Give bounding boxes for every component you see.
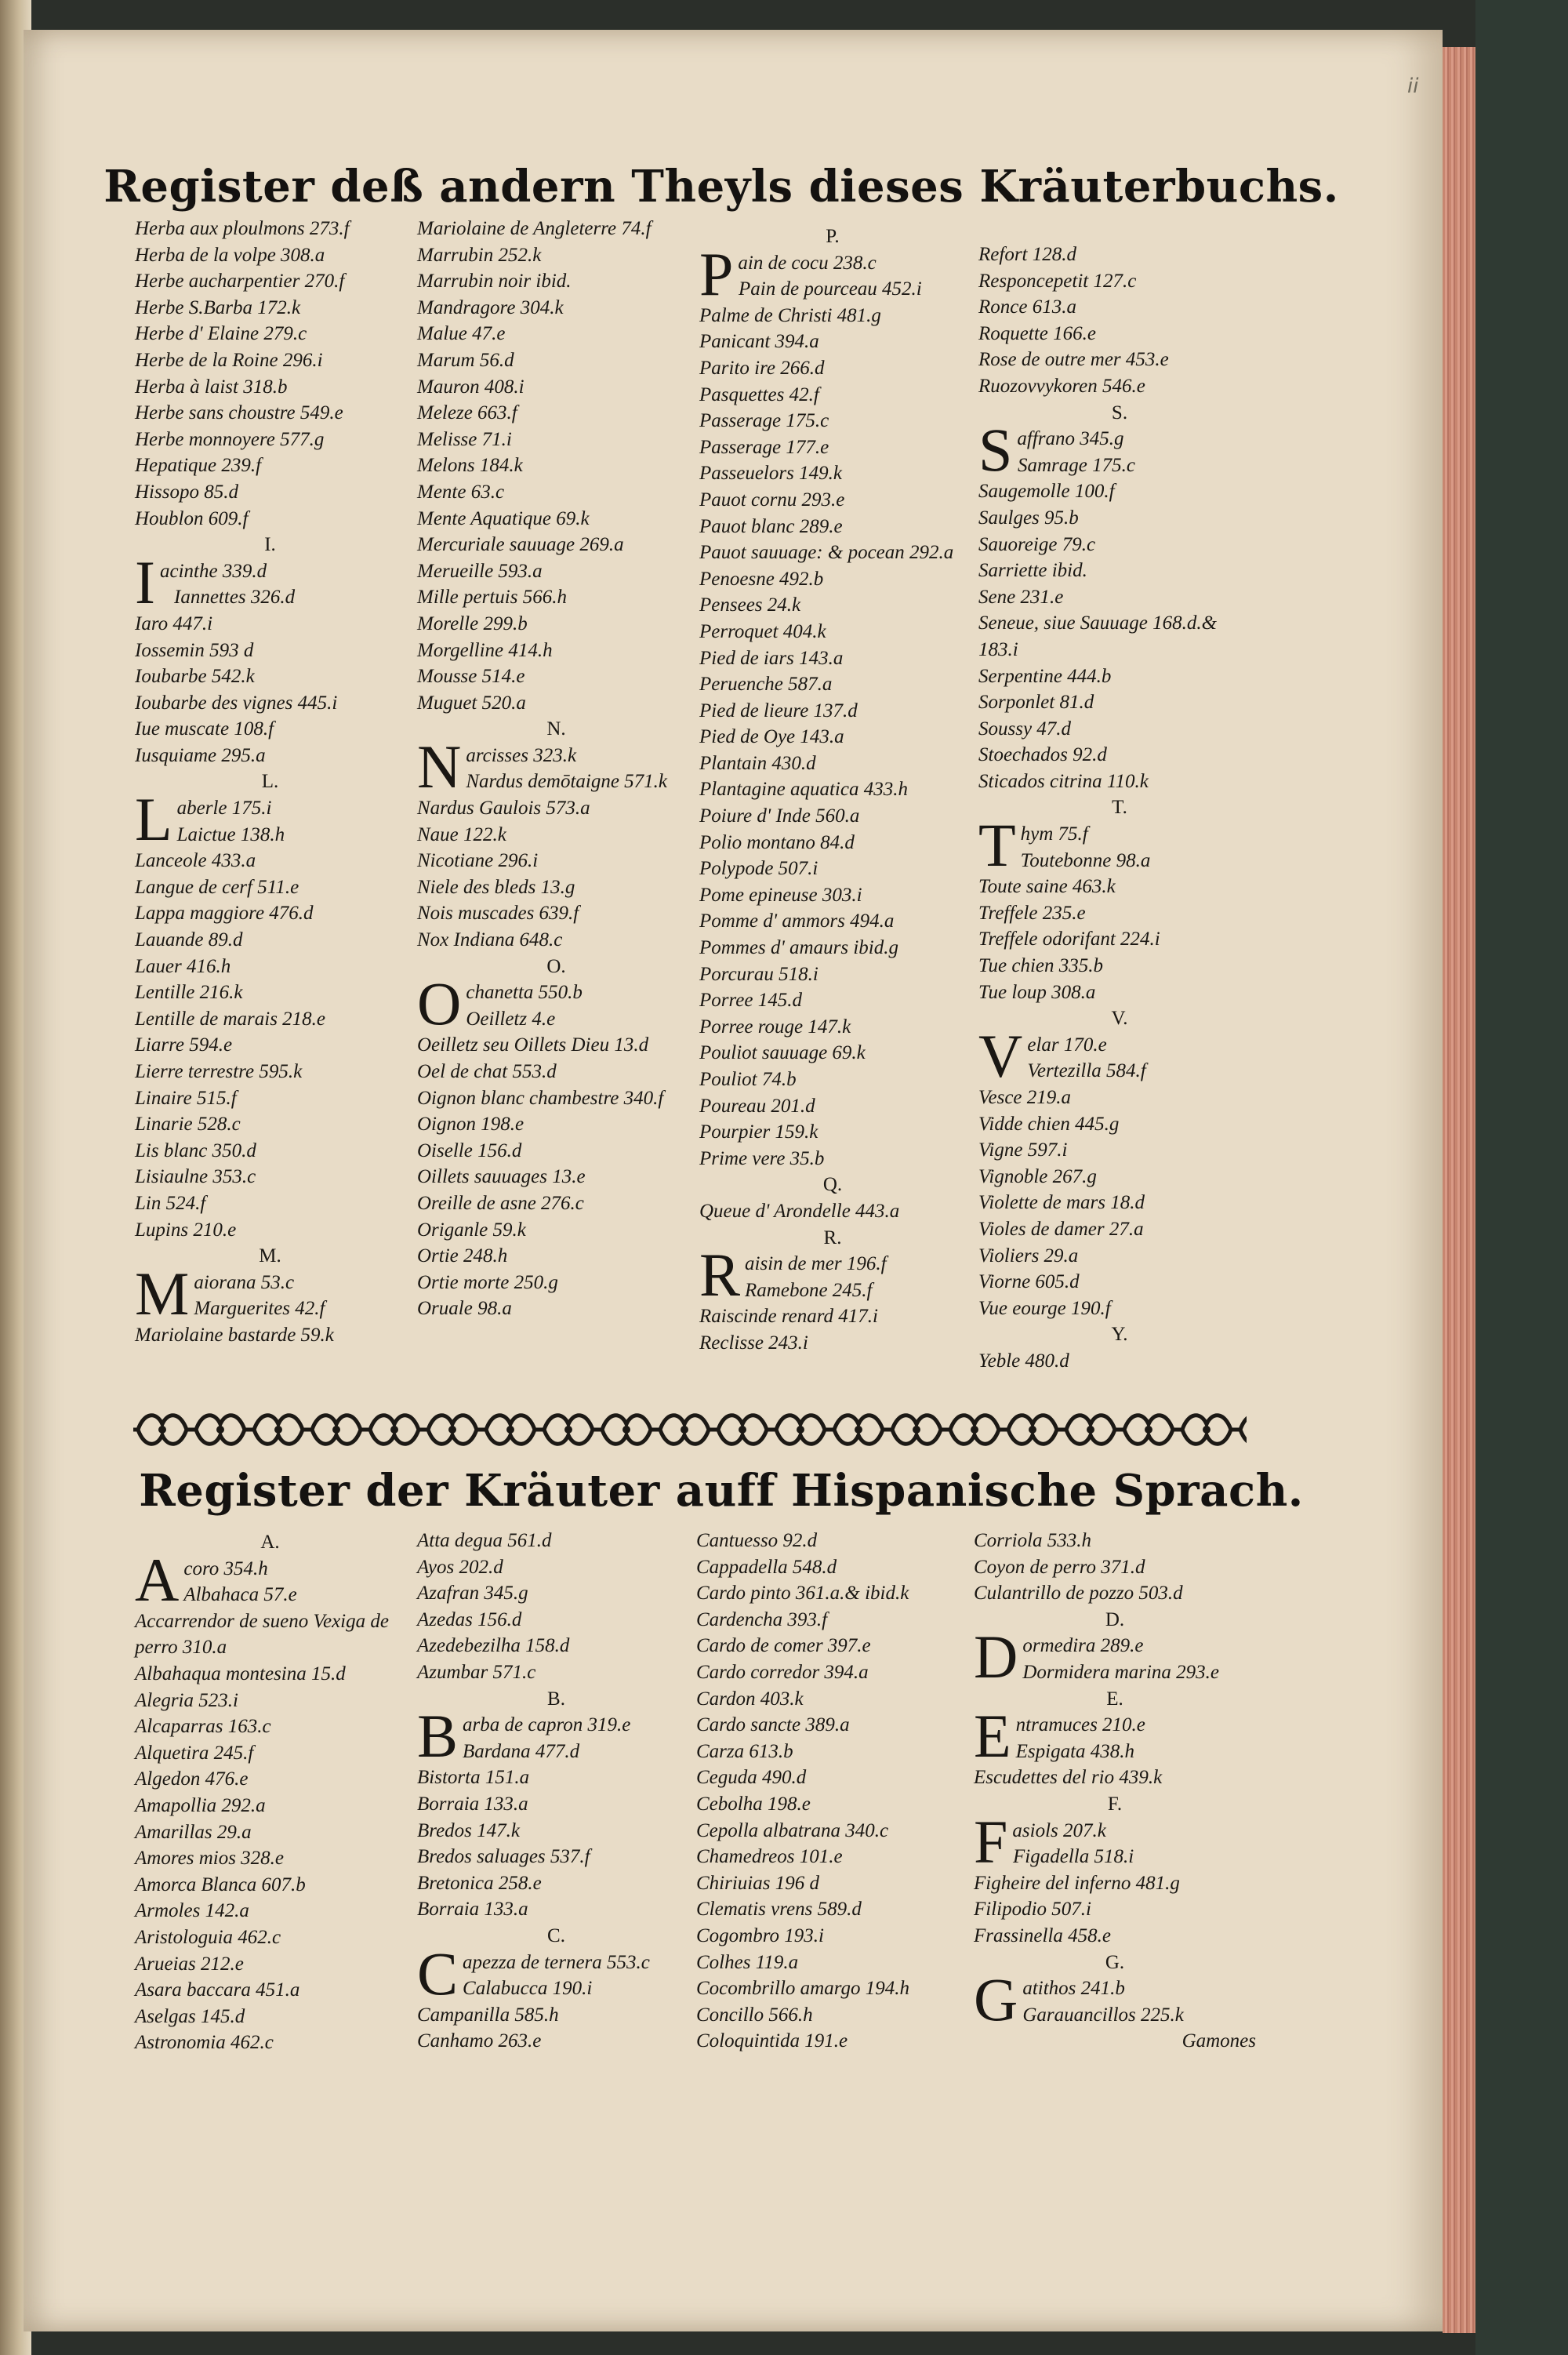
index-entry: Vidde chien 445.g (978, 1113, 1120, 1135)
index-entry: Meleze 663.f (417, 402, 517, 424)
index-entry: Toutebonne 98.a (1020, 849, 1151, 871)
letter-section-marker: Y. (1111, 1324, 1128, 1346)
index-entry: Vigne 597.i (978, 1139, 1068, 1161)
index-entry-initial: Dormedira 289.e (974, 1623, 1144, 1692)
index-entry-initial: Fasiols 207.k (974, 1807, 1106, 1876)
letter-section-marker: M. (259, 1245, 281, 1267)
index-entry: Astronomia 462.c (135, 2032, 274, 2054)
index-entry: Amorca Blanca 607.b (135, 1873, 306, 1895)
index-entry: Sorponlet 81.d (978, 692, 1094, 714)
index-entry: Carza 613.b (696, 1740, 793, 1762)
index-entry-initial: Barba de capron 319.e (417, 1702, 631, 1771)
index-entry: Bredos 147.k (417, 1819, 520, 1841)
letter-section-marker: R. (823, 1227, 842, 1248)
index-entry: Vignoble 267.g (978, 1165, 1097, 1187)
index-entry: Plantain 430.d (699, 752, 816, 774)
index-entry: Herba à laist 318.b (135, 376, 288, 398)
letter-section-marker: D. (1105, 1608, 1125, 1630)
index-entry: Palme de Christi 481.g (699, 304, 881, 326)
letter-section-marker: B. (547, 1688, 565, 1710)
index-entry: Langue de cerf 511.e (135, 876, 299, 898)
letter-section-marker: I. (264, 534, 276, 556)
index-entry: Ioubarbe des vignes 445.i (135, 692, 338, 714)
index-entry-initial: Capezza de ternera 553.c (417, 1939, 650, 2008)
index-entry: Cebolha 198.e (696, 1793, 811, 1815)
index-entry: Ioubarbe 542.k (135, 666, 255, 688)
index-entry: Alquetira 245.f (135, 1742, 254, 1764)
index-entry: Iossemin 593 d (135, 639, 254, 661)
index-entry: Cantuesso 92.d (696, 1530, 818, 1551)
index-entry: Muguet 520.a (417, 692, 526, 714)
index-entry: Saugemolle 100.f (978, 481, 1115, 503)
index-entry: Tue loup 308.a (978, 981, 1096, 1003)
index-entry: Clematis vrens 589.d (696, 1899, 862, 1921)
index-entry: Violes de damer 27.a (978, 1218, 1144, 1240)
index-entry: Pome epineuse 303.i (699, 884, 862, 906)
index-entry: Lauer 416.h (135, 955, 231, 977)
index-entry: Nardus Gaulois 573.a (417, 798, 590, 820)
index-entry: Pain de pourceau 452.i (739, 278, 922, 300)
index-entry: Peruenche 587.a (699, 674, 833, 696)
letter-section-marker: A. (260, 1532, 280, 1553)
index-entry: Hepatique 239.f (135, 455, 262, 477)
index-entry: Hissopo 85.d (135, 481, 238, 503)
index-entry: Cardencha 393.f (696, 1608, 828, 1630)
index-entry: Malue 47.e (417, 323, 506, 345)
page-edges (1443, 47, 1475, 2333)
index-entry: Marrubin noir ibid. (417, 271, 572, 293)
index-entry: Ortie 248.h (417, 1245, 508, 1267)
index-entry: Plantagine aquatica 433.h (699, 779, 908, 801)
index-entry: Laictue 138.h (176, 823, 285, 845)
index-entry: Houblon 609.f (135, 507, 249, 529)
index-entry: Pauot sauuage: & pocean 292.a (699, 542, 954, 564)
index-entry: Oignon 198.e (417, 1114, 524, 1136)
index-entry: Herbe d' Elaine 279.c (135, 323, 307, 345)
letter-section-marker: C. (547, 1924, 565, 1946)
index-entry: Albahaqua montesina 15.d (135, 1663, 346, 1684)
book-cover (1475, 0, 1568, 2355)
index-entry: Sarriette ibid. (978, 560, 1087, 582)
index-entry: Responcepetit 127.c (978, 270, 1137, 292)
index-entry: Marum 56.d (417, 349, 514, 371)
index-entry: Herbe aucharpentier 270.f (135, 271, 345, 293)
index-entry: Nois muscades 639.f (417, 903, 579, 925)
index-entry: Bretonica 258.e (417, 1872, 542, 1894)
index-entry: Algedon 476.e (135, 1768, 249, 1790)
letter-section-marker: P. (826, 226, 840, 247)
index-entry: Sene 231.e (978, 586, 1064, 608)
index-entry: Pouliot sauuage 69.k (699, 1042, 866, 1064)
letter-section-marker: E. (1106, 1688, 1123, 1710)
ornamental-border (133, 1405, 1247, 1454)
index-entry: Pied de Oye 143.a (699, 726, 844, 748)
index-entry: Porree rouge 147.k (699, 1016, 851, 1038)
index-entry: Linarie 528.c (135, 1114, 241, 1136)
letter-section-marker: Q. (822, 1174, 843, 1196)
index-entry: Bistorta 151.a (417, 1767, 530, 1789)
index-entry: Cardo corredor 394.a (696, 1661, 869, 1683)
index-entry: Mente Aquatique 69.k (417, 507, 590, 529)
index-entry: Borraia 133.a (417, 1793, 528, 1815)
index-entry: Vertezilla 584.f (1027, 1060, 1146, 1082)
index-entry: Treffele 235.e (978, 902, 1086, 924)
section2-column-3 (696, 1528, 971, 2055)
index-entry: Origanle 59.k (417, 1219, 526, 1241)
index-entry: Mariolaine de Angleterre 74.f (417, 218, 652, 239)
index-entry: Tue chien 335.b (978, 955, 1104, 977)
index-entry: Samrage 175.c (1018, 454, 1135, 476)
index-entry: Mandragore 304.k (417, 296, 564, 318)
index-entry: Dormidera marina 293.e (1022, 1661, 1220, 1683)
section1-column-2 (417, 216, 695, 1322)
index-entry-initial: Saffrano 345.g (978, 416, 1124, 485)
index-entry: Mercuriale sauuage 269.a (417, 534, 624, 556)
index-entry: Arueias 212.e (135, 1953, 244, 1975)
index-entry-initial: Iacinthe 339.d (135, 547, 267, 616)
index-entry: Coloquintida 191.e (696, 2030, 848, 2052)
index-entry: Pauot cornu 293.e (699, 489, 845, 511)
index-entry: Stoechados 92.d (978, 744, 1107, 766)
index-entry: Refort 128.d (978, 244, 1076, 265)
index-entry: Mente 63.c (417, 481, 505, 503)
index-entry: Pommes d' amaurs ibid.g (699, 937, 898, 959)
index-entry: Cardo de comer 397.e (696, 1635, 871, 1657)
index-entry: Pourpier 159.k (699, 1121, 818, 1143)
index-entry: Atta degua 561.d (417, 1530, 552, 1551)
index-entry: Violiers 29.a (978, 1245, 1079, 1267)
index-entry: Toute saine 463.k (978, 876, 1116, 898)
section2-column-4 (974, 1528, 1256, 2055)
index-entry: Vue eourge 190.f (978, 1297, 1111, 1319)
index-entry: Oreille de asne 276.c (417, 1192, 584, 1214)
index-entry: Passerage 175.c (699, 410, 829, 432)
index-entry: Iannettes 326.d (174, 587, 296, 609)
index-entry: Vesce 219.a (978, 1087, 1072, 1108)
index-entry-initial: Maiorana 53.c (135, 1259, 295, 1328)
index-entry: Passerage 177.e (699, 436, 829, 458)
section1-column-4 (978, 242, 1261, 1375)
index-entry: Rose de outre mer 453.e (978, 349, 1169, 371)
index-entry: Armoles 142.a (135, 1900, 249, 1922)
index-entry: Oiselle 156.d (417, 1139, 522, 1161)
index-entry: Liarre 594.e (135, 1034, 233, 1056)
index-entry: Canhamo 263.e (417, 2030, 542, 2052)
index-entry: Yeble 480.d (978, 1350, 1069, 1372)
index-entry: Campanilla 585.h (417, 2004, 559, 2026)
index-entry: Ayos 202.d (417, 1556, 503, 1578)
letter-section-marker: N. (546, 718, 566, 740)
index-entry: Cardo pinto 361.a.& ibid.k (696, 1583, 909, 1605)
index-entry: Mauron 408.i (417, 376, 524, 398)
index-entry: Lentille 216.k (135, 982, 243, 1004)
index-entry: Figadella 518.i (1013, 1846, 1134, 1868)
index-entry: Lis blanc 350.d (135, 1139, 256, 1161)
index-entry: Niele des bleds 13.g (417, 876, 575, 898)
index-entry: Porcurau 518.i (699, 963, 818, 985)
index-entry: Filipodio 507.i (974, 1899, 1091, 1921)
index-entry: Sauoreige 79.c (978, 533, 1096, 555)
index-entry: Azedas 156.d (417, 1608, 522, 1630)
index-entry: Marguerites 42.f (194, 1298, 325, 1320)
index-entry: Culantrillo de pozzo 503.d (974, 1583, 1183, 1605)
index-entry: Poureau 201.d (699, 1095, 815, 1117)
index-entry: Raiscinde renard 417.i (699, 1306, 878, 1328)
index-entry: Oillets sauuages 13.e (417, 1166, 586, 1188)
index-entry: Ronce 613.a (978, 296, 1076, 318)
index-entry-initial: Laberle 175.i (135, 785, 272, 854)
section1-column-3 (699, 224, 966, 1357)
index-entry: Morgelline 414.h (417, 639, 553, 661)
index-entry-initial: Narcisses 323.k (417, 732, 577, 801)
index-entry: Roquette 166.e (978, 322, 1096, 344)
index-entry: Lentille de marais 218.e (135, 1008, 326, 1030)
index-entry: Aselgas 145.d (135, 2005, 245, 2027)
register-heading-2: Register der Kräuter auff Hispanische Sprach. (139, 1465, 1304, 1517)
index-entry-initial: Thym 75.f (978, 811, 1088, 880)
index-entry: Treffele odorifant 224.i (978, 929, 1160, 950)
index-entry: Serpentine 444.b (978, 665, 1112, 687)
index-entry: Merueille 593.a (417, 560, 543, 582)
index-entry: Espigata 438.h (1015, 1740, 1135, 1762)
index-entry: Borraia 133.a (417, 1899, 528, 1921)
index-entry-initial: Gatithos 241.b (974, 1965, 1125, 2034)
index-entry: Polypode 507.i (699, 858, 818, 880)
index-entry: Herba de la volpe 308.a (135, 244, 325, 266)
letter-section-marker: F. (1107, 1793, 1123, 1815)
index-entry: Sticados citrina 110.k (978, 770, 1149, 792)
index-entry: Passeuelors 149.k (699, 463, 842, 485)
index-entry: Ramebone 245.f (745, 1279, 873, 1301)
index-entry-initial: Acoro 354.h (135, 1545, 268, 1614)
index-entry: Oruale 98.a (417, 1298, 512, 1320)
index-entry-initial: Entramuces 210.e (974, 1702, 1145, 1771)
index-entry: Amores mios 328.e (135, 1848, 285, 1870)
index-entry: Albahaca 57.e (183, 1584, 297, 1606)
index-entry: Lin 524.f (135, 1192, 206, 1214)
index-entry: Cardo sancte 389.a (696, 1714, 850, 1736)
index-entry: Mariolaine bastarde 59.k (135, 1324, 334, 1346)
index-entry: Iusquiame 295.a (135, 744, 266, 766)
letter-section-marker: S. (1111, 402, 1128, 423)
index-entry: Garauancillos 225.k (1022, 2004, 1184, 2026)
index-entry: 183.i (978, 638, 1018, 660)
index-entry: Pasquettes 42.f (699, 383, 819, 405)
index-entry: Pied de lieure 137.d (699, 700, 858, 721)
index-entry: Alegria 523.i (135, 1689, 238, 1711)
index-entry: Oel de chat 553.d (417, 1061, 557, 1082)
index-entry: Linaire 515.f (135, 1087, 237, 1109)
index-entry: Pouliot 74.b (699, 1069, 797, 1090)
index-entry: Nox Indiana 648.c (417, 929, 563, 951)
index-entry: Chiriuias 196 d (696, 1872, 819, 1894)
index-entry: Lupins 210.e (135, 1219, 237, 1241)
index-entry-initial: Velar 170.e (978, 1021, 1107, 1090)
index-entry: Violette de mars 18.d (978, 1192, 1145, 1214)
index-entry: Seneue, siue Sauuage 168.d.& (978, 612, 1218, 634)
index-entry: Prime vere 35.b (699, 1147, 825, 1169)
folio-number: ii (1407, 75, 1419, 98)
index-entry: Asara baccara 451.a (135, 1979, 300, 2001)
index-entry: Mille pertuis 566.h (417, 587, 567, 609)
index-entry: Bardana 477.d (463, 1740, 580, 1762)
index-entry: Ortie morte 250.g (417, 1271, 558, 1293)
index-entry: Coyon de perro 371.d (974, 1556, 1145, 1578)
index-entry: Calabucca 190.i (463, 1978, 593, 2000)
index-entry: Perroquet 404.k (699, 620, 826, 642)
index-entry: Chamedreos 101.e (696, 1846, 843, 1868)
index-entry: Herbe S.Barba 172.k (135, 296, 301, 318)
index-entry: Soussy 47.d (978, 718, 1072, 740)
index-entry: Pied de iars 143.a (699, 647, 844, 669)
index-entry: Lauande 89.d (135, 929, 243, 951)
index-entry: Polio montano 84.d (699, 831, 855, 853)
letter-section-marker: O. (546, 955, 566, 977)
index-entry: Lierre terrestre 595.k (135, 1061, 303, 1082)
index-entry: Accarrendor de sueno Vexiga de (135, 1610, 389, 1632)
index-entry: Herbe de la Roine 296.i (135, 349, 323, 371)
index-entry: perro 310.a (135, 1637, 227, 1659)
index-entry: Ceguda 490.d (696, 1767, 807, 1789)
index-entry: Azafran 345.g (417, 1583, 528, 1605)
index-entry-initial: Ochanetta 550.b (417, 969, 583, 1038)
index-entry-initial: Pain de cocu 238.c (699, 239, 877, 308)
catchword: Gamones (1181, 2030, 1256, 2052)
index-entry: Cepolla albatrana 340.c (696, 1819, 889, 1841)
index-entry: Morelle 299.b (417, 612, 528, 634)
letter-section-marker: V. (1111, 1008, 1128, 1030)
index-entry: Viorne 605.d (978, 1271, 1080, 1293)
section2-column-2 (417, 1528, 695, 2055)
section1-column-1 (135, 216, 405, 1349)
index-entry: Escudettes del rio 439.k (974, 1767, 1163, 1789)
index-entry: Amarillas 29.a (135, 1821, 252, 1843)
index-entry: Pauot blanc 289.e (699, 515, 843, 537)
index-entry: Cocombrillo amargo 194.h (696, 1978, 909, 2000)
index-entry: Cappadella 548.d (696, 1556, 837, 1578)
index-entry: Concillo 566.h (696, 2004, 813, 2026)
index-entry: Melisse 71.i (417, 428, 512, 450)
index-entry: Ruozovvykoren 546.e (978, 375, 1145, 397)
index-entry: Naue 122.k (417, 823, 506, 845)
index-entry: Cogombro 193.i (696, 1924, 824, 1946)
letter-section-marker: T. (1112, 797, 1127, 819)
index-entry: Lanceole 433.a (135, 850, 256, 872)
index-entry: Amapollia 292.a (135, 1794, 266, 1816)
letter-section-marker: G. (1105, 1951, 1125, 1973)
index-entry: Saulges 95.b (978, 507, 1079, 529)
index-entry: Iaro 447.i (135, 612, 213, 634)
index-entry: Nicotiane 296.i (417, 850, 539, 872)
index-entry: Poiure d' Inde 560.a (699, 805, 860, 827)
index-entry: Azumbar 571.c (417, 1661, 536, 1683)
index-entry: Mousse 514.e (417, 666, 525, 688)
index-entry: Frassinella 458.e (974, 1924, 1111, 1946)
index-entry: Panicant 394.a (699, 331, 819, 353)
index-entry: Pomme d' ammors 494.a (699, 910, 895, 932)
index-entry: Oeilletz 4.e (466, 1008, 556, 1030)
index-entry: Parito ire 266.d (699, 357, 825, 379)
index-entry: Oignon blanc chambestre 340.f (417, 1087, 664, 1109)
index-entry: Lisiaulne 353.c (135, 1166, 256, 1188)
index-entry: Herba aux ploulmons 273.f (135, 218, 350, 239)
index-entry: Pensees 24.k (699, 594, 801, 616)
index-entry: Cardon 403.k (696, 1688, 804, 1710)
index-entry: Alcaparras 163.c (135, 1716, 271, 1738)
index-entry: Oeilletz seu Oillets Dieu 13.d (417, 1034, 649, 1056)
index-entry: Marrubin 252.k (417, 244, 542, 266)
index-entry: Corriola 533.h (974, 1530, 1092, 1551)
index-entry: Penoesne 492.b (699, 568, 824, 590)
index-entry: Nardus demōtaigne 571.k (466, 771, 668, 793)
index-entry: Bredos saluages 537.f (417, 1846, 590, 1868)
index-entry: Lappa maggiore 476.d (135, 903, 314, 925)
index-entry: Herbe monnoyere 577.g (135, 428, 325, 450)
index-entry: Reclisse 243.i (699, 1332, 808, 1354)
index-entry: Melons 184.k (417, 455, 523, 477)
section2-column-1 (135, 1529, 405, 2056)
index-entry: Iue muscate 108.f (135, 718, 274, 740)
letter-section-marker: L. (261, 771, 279, 793)
index-entry-initial: Raisin de mer 196.f (699, 1241, 887, 1310)
index-entry: Porree 145.d (699, 990, 802, 1012)
index-entry: Colhes 119.a (696, 1951, 799, 1973)
index-entry: Azedebezilha 158.d (417, 1635, 570, 1657)
index-entry: Herbe sans choustre 549.e (135, 402, 343, 424)
index-entry: Figheire del inferno 481.g (974, 1872, 1180, 1894)
index-entry: Queue d' Arondelle 443.a (699, 1200, 900, 1222)
index-entry: Aristologuia 462.c (135, 1926, 281, 1948)
register-heading-1: Register deß andern Theyls dieses Kräuterbuchs. (103, 161, 1339, 213)
